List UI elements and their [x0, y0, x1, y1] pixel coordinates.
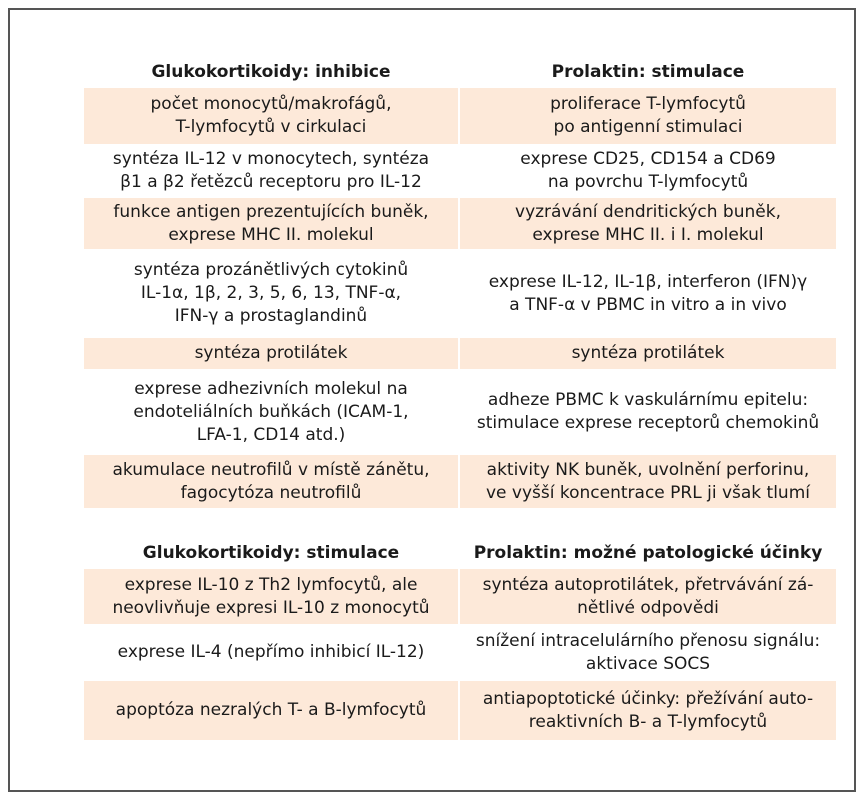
left-cell: funkce antigen prezentujících buněk, exprese MHC II. molekul	[84, 198, 460, 249]
comparison-table	[84, 58, 836, 741]
left-cell: syntéza prozánětlivých cytokinů IL-1α, 1β, 2, 3, 5, 6, 13, TNF-α, IFN-γ a prostaglandinů	[84, 250, 460, 337]
section2-right-header: Prolaktin: možné patologické účinky	[473, 543, 823, 563]
table-row	[84, 198, 836, 250]
right-cell: snížení intracelulárního přenosu signálu: aktivace SOCS	[475, 630, 821, 674]
table-row	[84, 250, 836, 338]
right-cell: aktivity NK buněk, uvolnění perforinu, ve vyšší koncentrace PRL ji však tlumí	[486, 459, 810, 503]
left-cell: počet monocytů/makrofágů, T-lymfocytů v cirkulaci	[84, 88, 460, 144]
table-row	[84, 145, 836, 198]
section2-header-row	[84, 539, 836, 569]
left-cell: exprese adhezivních molekul na endoteliálních buňkách (ICAM-1, LFA-1, CD14 atd.)	[84, 370, 460, 454]
section1-header-row	[84, 58, 836, 88]
right-cell: exprese IL-12, IL-1β, interferon (IFN)γ a TNF-α v PBMC in vitro a in vivo	[488, 271, 808, 315]
table-row	[84, 88, 836, 145]
table-row	[84, 370, 836, 455]
left-cell: syntéza protilátek	[84, 338, 460, 369]
left-cell: apoptóza nezralých T- a B-lymfocytů	[84, 681, 460, 740]
section1-left-header: Glukokortikoidy: inhibice	[84, 58, 460, 87]
right-cell: syntéza autoprotilátek, přetrvávání zá- nětlivé odpovědi	[482, 574, 814, 618]
right-cell: vyzrávání dendritických buněk, exprese MHC II. i I. molekul	[515, 201, 781, 245]
left-cell: exprese IL-4 (nepřímo inhibicí IL-12)	[84, 625, 460, 680]
left-cell: syntéza IL-12 v monocytech, syntéza β1 a β2 řetězců receptoru pro IL-12	[84, 145, 460, 197]
table-row	[84, 681, 836, 741]
table-row	[84, 455, 836, 509]
section-gap	[84, 509, 836, 539]
section1-right-header: Prolaktin: stimulace	[551, 62, 745, 82]
right-cell: adheze PBMC k vaskulárnímu epitelu: stimulace exprese receptorů chemokinů	[476, 390, 820, 433]
right-cell: antiapoptotické účinky: přežívání auto- reaktivních B- a T-lymfocytů	[482, 688, 814, 732]
table-row	[84, 338, 836, 370]
table-row	[84, 625, 836, 681]
table-row	[84, 569, 836, 625]
right-cell: exprese CD25, CD154 a CD69 na povrchu T-lymfocytů	[520, 149, 776, 192]
right-cell: proliferace T-lymfocytů po antigenní stimulaci	[550, 94, 746, 137]
left-cell: exprese IL-10 z Th2 lymfocytů, ale neovlivňuje expresi IL-10 z monocytů	[84, 569, 460, 624]
section2-left-header: Glukokortikoidy: stimulace	[84, 539, 460, 568]
right-cell: syntéza protilátek	[571, 343, 725, 363]
left-cell: akumulace neutrofilů v místě zánětu, fagocytóza neutrofilů	[84, 455, 460, 508]
